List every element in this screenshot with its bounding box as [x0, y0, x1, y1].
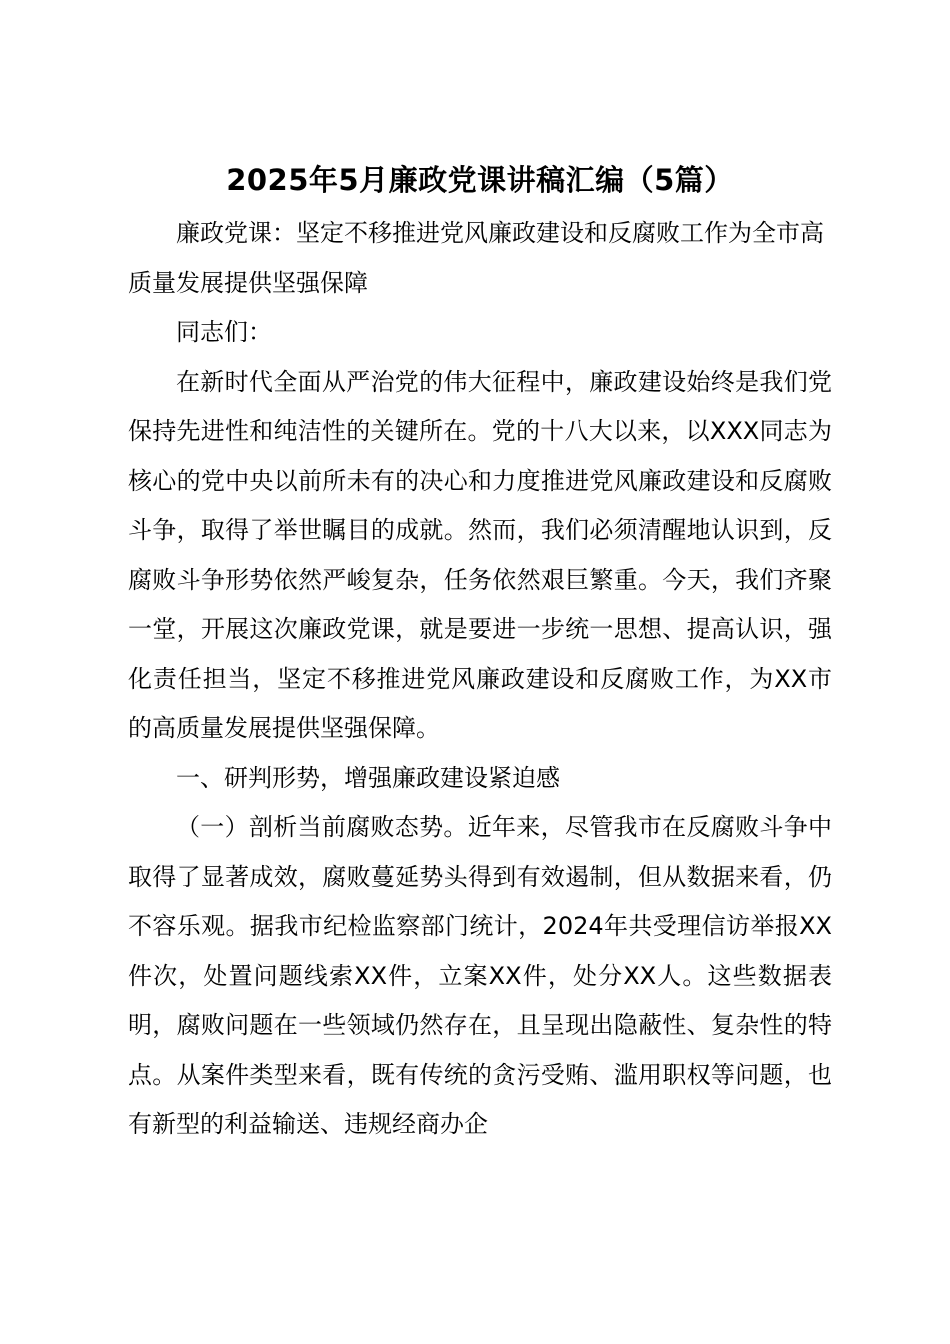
paragraph-section-1: （一）剖析当前腐败态势。近年来，尽管我市在反腐败斗争中取得了显著成效，腐败蔓延势头得到有效遏制，但从数据来看，仍不容乐观。据我市纪检监察部门统计，2024年共受理信访举报XX件次，处置问题线索XX件，立案XX件，处分XX人。这些数据表明，腐败问题在一些领域仍然存在，且呈现出隐蔽性、复杂性的特点。从案件类型来看，既有传统的贪污受贿、滥用职权等问题，也有新型的利益输送、违规经商办企: [128, 813, 832, 1138]
greeting: 同志们：: [176, 318, 272, 346]
document-body: [128, 160, 832, 1150]
document-subtitle: 廉政党课：坚定不移推进党风廉政建设和反腐败工作为全市高质量发展提供坚强保障: [128, 219, 824, 297]
document-title: 2025年5月廉政党课讲稿汇编（5篇）: [226, 163, 734, 197]
paragraph-intro: 在新时代全面从严治党的伟大征程中，廉政建设始终是我们党保持先进性和纯洁性的关键所在。党的十八大以来，以XXX同志为核心的党中央以前所未有的决心和力度推进党风廉政建设和反腐败斗争，取得了举世瞩目的成就。然而，我们必须清醒地认识到，反腐败斗争形势依然严峻复杂，任务依然艰巨繁重。今天，我们齐聚一堂，开展这次廉政党课，就是要进一步统一思想、提高认识，强化责任担当，坚定不移推进党风廉政建设和反腐败工作，为XX市的高质量发展提供坚强保障。: [128, 367, 832, 742]
section-heading-1: 一、研判形势，增强廉政建设紧迫感: [176, 763, 560, 792]
